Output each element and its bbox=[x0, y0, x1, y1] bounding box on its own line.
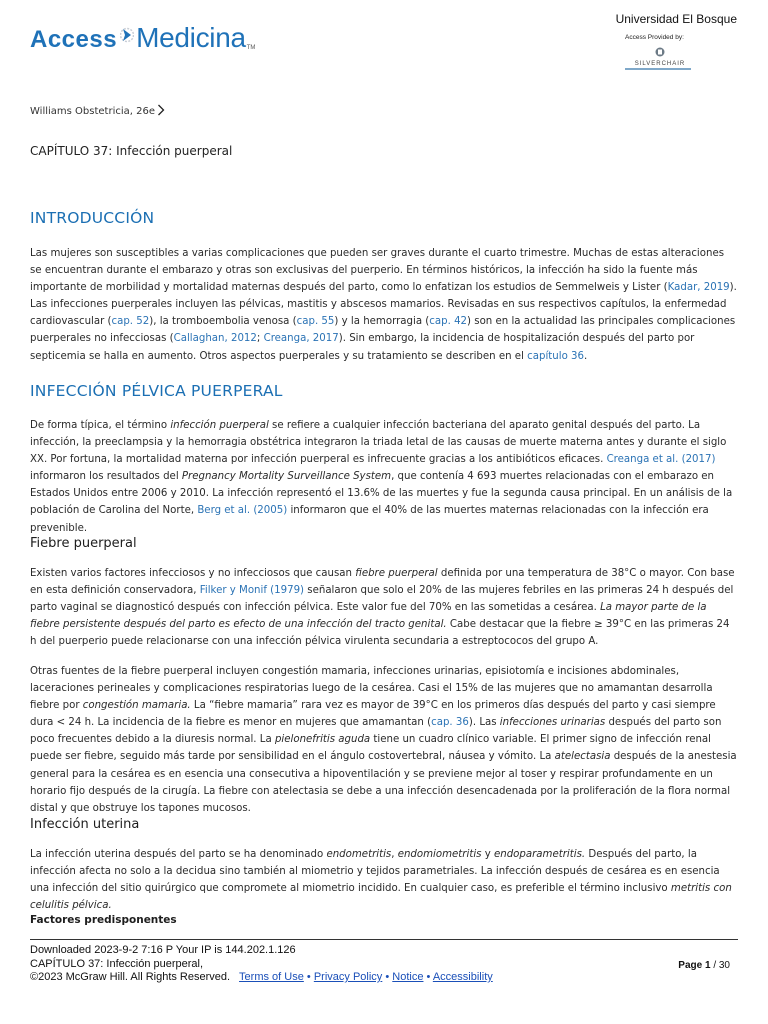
breadcrumb[interactable] bbox=[30, 104, 165, 119]
logo-trademark: TM bbox=[246, 45, 256, 51]
chapter-title: CAPÍTULO 37: Infección puerperal bbox=[30, 144, 233, 158]
logo-access-text: Access bbox=[30, 26, 118, 53]
page-header bbox=[0, 0, 768, 80]
silverchair-logo bbox=[625, 42, 695, 70]
page-number: Page 1 / 30 bbox=[678, 960, 730, 971]
chevron-right-icon bbox=[157, 104, 165, 119]
access-provided-label: Access Provided by: bbox=[625, 34, 684, 41]
citation-link[interactable]: Creanga et al. (2017) bbox=[606, 454, 716, 466]
accessmedicina-logo[interactable] bbox=[30, 14, 255, 54]
page-footer bbox=[30, 944, 493, 985]
fever-paragraph-1: Existen varios factores infecciosos y no infecciosos que causan fiebre puerperal definida por una temperatura de 38°C o mayor. Con base en esta definición conservadora, Filker y Monif (1979) señalaron que solo el 20% de las mujeres febriles en las primeras 24 h después del parto vaginal se diagnosticó después con infección pélvica. Este valor fue del 70% en las sometidas a cesárea. La mayor parte de la fiebre persistente después del parto es efecto de una infección del tracto genital. Cabe destacar que la fiebre ≥ 39°C en las primeras 24 h del puerperio puede relacionarse con una infección pélvica virulenta secundaria a estreptococos del grupo A. bbox=[30, 568, 735, 648]
silverchair-underline bbox=[625, 68, 691, 70]
citation-link[interactable]: Creanga, 2017 bbox=[263, 333, 339, 345]
chapter-link[interactable]: cap. 52 bbox=[111, 316, 150, 328]
pelvic-paragraph: De forma típica, el término infección puerperal se refiere a cualquier infección bacteriana del aparato genital después del parto. La infección, la preeclampsia y la hemorragia obstétrica integraron la triada letal de las causas de muerte materna antes y durante el siglo XX. Por fortuna, la mortalidad materna por infección puerperal es infrecuente gracias a los antibióticos eficaces. Creanga et al. (2017) informaron los resultados del Pregnancy Mortality Surveillance System, que contenía 4 693 muertes relacionadas con el embarazo en Estados Unidos entre 2006 y 2010. La infección representó el 13.6% de las muertes y fue la segunda causa principal. En un análisis de la población de Carolina del Norte, Berg et al. (2005) informaron que el 40% de las muertes maternas relacionadas con la infección era prevenible. bbox=[30, 420, 733, 534]
footer-legal: ©2023 McGraw Hill. All Rights Reserved. Terms of Use • Privacy Policy • Notice • Accessibility bbox=[30, 971, 493, 983]
footer-divider bbox=[30, 939, 738, 940]
subheading-factores-predisponentes: Factores predisponentes bbox=[30, 914, 177, 926]
copyright-text: ©2023 McGraw Hill. All Rights Reserved. bbox=[30, 971, 231, 983]
notice-link[interactable]: Notice bbox=[392, 971, 424, 983]
chapter-link[interactable]: cap. 36 bbox=[431, 717, 469, 729]
chapter-link[interactable]: cap. 55 bbox=[296, 316, 335, 328]
citation-link[interactable]: Callaghan, 2012 bbox=[173, 333, 257, 345]
fever-paragraph-2: Otras fuentes de la fiebre puerperal incluyen congestión mamaria, infecciones urinarias, episiotomía e incisiones abdominales, laceraciones perineales y complicaciones respiratorias luego de la cesárea. Casi el 15% de las mujeres que no amamantan desarrolla fiebre por congestión mamaria. La “fiebre mamaria” rara vez es mayor de 39°C en los primeros días después del parto y casi siempre dura < 24 h. La incidencia de la fiebre es menor en mujeres que amamantan (cap. 36). Las infecciones urinarias después del parto son poco frecuentes debido a la diuresis normal. La pielonefritis aguda tiene un cuadro clínico variable. El primer signo de infección renal puede ser fiebre, seguido más tarde por sensibilidad en el ángulo costovertebral, náusea y vómito. La atelectasia después de la anestesia general para la cesárea es en esencia una consecutiva a hipoventilación y se previene mejor al toser y respirar profundamente en un horario fijo después de la cirugía. La fiebre con atelectasia se debe a una infección desencadenada por la proliferación de la flora normal distal y que obstruye los tapones mucosos. bbox=[30, 666, 737, 814]
chapter-link[interactable]: capítulo 36 bbox=[527, 350, 585, 362]
chapter-link[interactable]: cap. 42 bbox=[429, 316, 468, 328]
download-info: Downloaded 2023-9-2 7:16 P Your IP is 144.202.1.126 bbox=[30, 944, 296, 956]
terms-of-use-link[interactable]: Terms of Use bbox=[239, 971, 304, 983]
logo-medicina-text: Medicina bbox=[136, 22, 246, 53]
subheading-fiebre-puerperal: Fiebre puerperal bbox=[30, 536, 137, 551]
citation-link[interactable]: Berg et al. (2005) bbox=[197, 505, 288, 517]
silverchair-emblem-icon bbox=[655, 47, 665, 57]
silverchair-wordmark: SILVERCHAIR bbox=[634, 61, 686, 67]
subheading-infeccion-uterina: Infección uterina bbox=[30, 817, 140, 832]
section-heading-infeccion-pelvica: INFECCIÓN PÉLVICA PUERPERAL bbox=[30, 382, 283, 400]
footer-chapter: CAPÍTULO 37: Infección puerperal, bbox=[30, 957, 204, 970]
intro-paragraph: Las mujeres son susceptibles a varias complicaciones que pueden ser graves durante el cuarto trimestre. Muchas de estas alteraciones se encuentran durante el embarazo y otras son exclusivas del puerperio. En términos históricos, la infección ha sido la fuente más importante de morbilidad y mortalidad maternas después del parto, como lo enfatizan los estudios de Semmelweis y Lister (Kadar, 2019). Las infecciones puerperales incluyen las pélvicas, mastitis y abscesos mamarios. Revisadas en sus respectivos capítulos, la enfermedad cardiovascular (cap. 52), la tromboembolia venosa (cap. 55) y la hemorragia (cap. 42) son en la actualidad las principales complicaciones puerperales no infecciosas (Callaghan, 2012; Creanga, 2017). Sin embargo, la incidencia de hospitalización después del parto por septicemia se halla en aumento. Otros aspectos puerperales y su tratamiento se describen en el capítulo 36. bbox=[30, 248, 737, 362]
logo-gear-arrow-icon bbox=[120, 24, 134, 50]
accessibility-link[interactable]: Accessibility bbox=[432, 971, 493, 983]
breadcrumb-book[interactable]: Williams Obstetricia, 26e bbox=[30, 106, 155, 117]
citation-link[interactable]: Filker y Monif (1979) bbox=[199, 585, 305, 597]
institution-name: Universidad El Bosque bbox=[615, 12, 737, 26]
citation-link[interactable]: Kadar, 2019 bbox=[667, 282, 730, 294]
section-heading-introduccion: INTRODUCCIÓN bbox=[30, 209, 155, 227]
privacy-policy-link[interactable]: Privacy Policy bbox=[313, 971, 383, 983]
uterine-paragraph: La infección uterina después del parto se ha denominado endometritis, endomiometritis y endoparametritis. Después del parto, la infección afecta no solo a la decidua sino también al miometrio y tejidos parametriales. La infección después de cesárea es en esencia una infección del sitio quirúrgico que compromete al miometrio incidido. En cualquier caso, es preferible el término inclusivo metritis con celulitis pélvica. bbox=[30, 849, 732, 912]
